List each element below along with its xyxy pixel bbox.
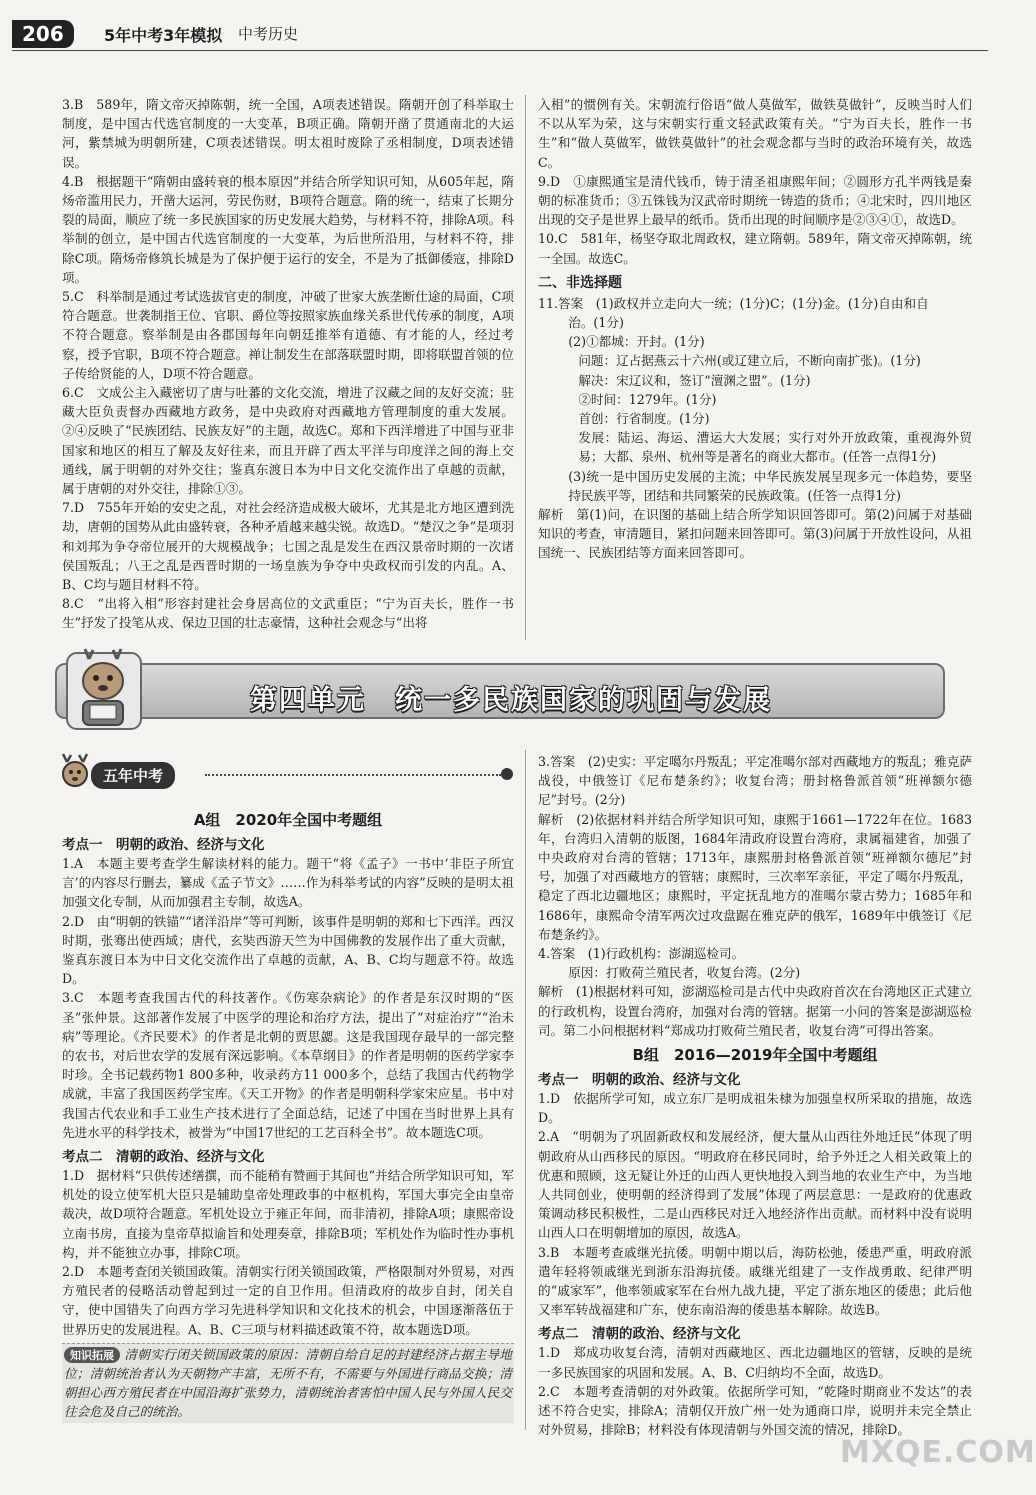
answer-11-line: 11.答案 (1)政权并立走向大一统；(1分)C；(1分)金。(1分)自由和自	[538, 295, 929, 311]
answer-10: 10.C 581年，杨坚夺取北周政权，建立隋朝。589年，隋文帝灭掉陈朝，统一全国。故选C。	[538, 231, 972, 266]
kp1-title: 考点一 明朝的政治、经济与文化	[62, 837, 265, 853]
group-b-title: B组 2016—2019年全国中考题组	[632, 1046, 878, 1065]
kp2-title: 考点二 清朝的政治、经济与文化	[62, 1149, 265, 1166]
section-tag-label: 五年中考	[91, 762, 175, 789]
bottom-left-column	[62, 805, 514, 1425]
b-kp2-title: 考点二 清朝的政治、经济与文化	[538, 1326, 741, 1343]
tip-label: 知识拓展	[64, 1347, 120, 1363]
answer-8: 8.C “出将入相”形容封建社会身居高位的文武重臣；“宁为百夫长，胜作一书生”抒发了投笔从戎、保边卫国的壮志豪情，这种社会观念与“出将	[62, 596, 514, 631]
deer-mascot-icon	[59, 645, 149, 735]
header-rule	[12, 50, 988, 51]
b-kp1-answer-3: 3.B 本题考查戚继光抗倭。明朝中期以后，海防松弛，倭患严重，明政府派遣年轻将领戚继光到浙东沿海抗倭。戚继光组建了一支作战勇敢、纪律严明的“戚家军”，他率领戚家军在台州九战九捷，平定了浙东地区的倭患；此后他又率军转战福建和广东，使东南沿海的倭患基本解除。故选B。	[538, 1244, 972, 1318]
top-left-column	[62, 95, 514, 640]
a-kp2-answer-1: 1.D 据材料“只供传述缮撰，而不能稍有赞画于其间也”并结合所学知识可知，军机处的设立使军机大臣只是辅助皇帝处理政事的中枢机构，军国大事完全由皇帝裁决，故D项符合题意。军机处设立于雍正年间，而非清初，排除A项；康熙帝设立南书房，直接为皇帝草拟谕旨和处理奏章，排除B项；军机处作为临时性办事机构，并不能独立办事，排除C项。	[62, 1168, 514, 1260]
answer-11-line: (3)统一是中国历史发展的主流；中华民族发展呈现多元一体趋势，要坚持民族平等，团结和共同繁荣的民族政策。(任答一点得1分)	[568, 468, 972, 503]
b-kp2-answer-1: 1.D 郑成功收复台湾，清朝对西藏地区、西北边疆地区的管辖，反映的是统一多民族国家的巩固和发展。A、B、C归纳均不全面，故选D。	[538, 1345, 972, 1380]
page-number: 206	[12, 20, 74, 48]
book-title: 5年中考3年模拟	[104, 26, 223, 45]
watermark: MXQE.COM	[840, 1435, 1036, 1470]
answer-4-text: 原因：打败荷兰殖民者，收复台湾。(2分)	[568, 965, 801, 981]
tag-dotted-rule	[205, 774, 501, 776]
answer-11-analysis: 解析 第(1)问，在识图的基础上结合所学知识回答即可。第(2)问属于对基础知识的考查，审清题目，紧扣问题来回答即可。第(3)问属于开放性设问，从祖国统一、民族团结等方面来回答即可。	[538, 507, 972, 561]
section-title: 二、非选择题	[538, 274, 622, 291]
answer-11-line: 首创：行省制度。(1分)	[578, 411, 710, 427]
group-a-title: A组 2020年全国中考题组	[193, 811, 383, 829]
answer-6: 6.C 文成公主入藏密切了唐与吐蕃的文化交流，增进了汉藏之间的友好交流；驻藏大臣负责督办西藏地方政务，是中央政府对西藏地方管理制度的重大发展。②④反映了“民族团结、民族友好”的主题，故选C。郑和下西洋增进了中国与亚非国家和地区的相互了解及友好往来，而且开辟了西太平洋与印度洋之间的海上交通线，属于明朝的对外交往；鉴真东渡日本为中日文化交流作出了卓越的贡献，属于唐朝的对外交往，排除①③。	[62, 385, 514, 497]
column-divider-bottom	[525, 750, 526, 1430]
page-header	[0, 0, 1000, 62]
answer-11-line: 发展：陆运、海运、漕运大大发展；实行对外开放政策，重视海外贸易；大都、泉州、杭州等是著名的商业大都市。(任答一点得1分)	[578, 430, 972, 465]
answer-11-line: 解决：宋辽议和，签订“澶渊之盟”。(1分)	[578, 372, 811, 388]
answer-11-line: 问题：辽占据燕云十六州(或辽建立后，不断向南扩张)。(1分)	[578, 353, 921, 369]
tag-end-dot	[501, 768, 513, 780]
answer-11-line: (2)①都城：开封。(1分)	[568, 334, 705, 350]
answer-4: 4.B 根据题干“隋朝由盛转衰的根本原因”并结合所学知识可知，从605年起，隋炀帝滥用民力，开凿大运河，劳民伤财，B项符合题意。隋的统一，结束了长期分裂的局面，顺应了统一多民族国家的历史发展大趋势，与材料不符，排除A项。科举制的创立，是中国古代选官制度的一大变革，为后世所沿用，与材料不符，排除C项。隋炀帝修筑长城是为了保护便于运行的安全，不是为了抵御倭寇，排除D项。	[62, 173, 514, 285]
a-kp1-answer-2: 2.D 由“明朝的铁锚”“诸洋沿岸”等可判断，该事件是明朝的郑和七下西洋。西汉时期，张骞出使西域；唐代，玄奘西游天竺为中国佛教的发展作出了重大贡献，鉴真东渡日本为中日文化交流作出了卓越的贡献，A、B、C均与题意不符。故选D。	[62, 913, 514, 987]
answer-9: 9.D ①康熙通宝是清代钱币，铸于清圣祖康熙年间；②圆形方孔半两钱是秦朝的标准货币；③五铢钱为汉武帝时期统一铸造的货币；④北宋时，四川地区出现的交子是世界上最早的纸币。货币出现的时间顺序是②③④①，故选D。	[538, 173, 972, 228]
a-kp1-answer-1: 1.A 本题主要考查学生解读材料的能力。题干“将《孟子》一书中‘非臣子所宜言’的内容尽行删去，纂成《孟子节文》……作为科举考试的内容”反映的是明太祖加强文化专制，从而加强君主专制，故选A。	[62, 856, 514, 910]
subject-label: 中考历史	[238, 25, 299, 43]
column-divider-top	[525, 95, 526, 640]
b-kp1-answer-1: 1.D 依据所学可知，成立东厂是明成祖朱棣为加强皇权所采取的措施，故选D。	[538, 1091, 972, 1126]
knowledge-tip-box	[62, 1343, 514, 1423]
a-kp2-answer-2: 2.D 本题考查闭关锁国政策。清朝实行闭关锁国政策，严格限制对外贸易，对西方殖民者的侵略活动曾起到过一定的自卫作用。但清政府的故步自封，闭关自守，使中国错失了向西方学习先进科学知识和文化技术的机会，中国逐渐落伍于世界历史的发展进程。A、B、C三项与材料描述政策不符，故本题选D项。	[62, 1264, 514, 1337]
section-tag	[55, 752, 515, 792]
answer-3: 3.B 589年，隋文帝灭掉陈朝，统一全国，A项表述错误。隋朝开创了科举取士制度，是中国古代选官制度的一大变革，B项正确。隋朝开凿了贯通南北的大运河，紫禁城为明朝所建，C项表述错误。明太祖时废除了丞相制度，D项表述错误。	[62, 97, 514, 170]
answer-3-text: 3.答案 (2)史实：平定噶尔丹叛乱；平定准噶尔部对西藏地方的叛乱；雅克萨战役，中俄签订《尼布楚条约》；收复台湾；册封格鲁派首领“班禅额尔德尼”封号。(2分)	[538, 754, 972, 808]
answer-4-text: 4.答案 (1)行政机构：澎湖巡检司。	[538, 946, 745, 962]
tip-text: 清朝实行闭关锁国政策的原因：清朝自给自足的封建经济占据主导地位；清朝统治者认为天朝物产丰富，无所不有，不需要与外国进行商品交换；清朝担心西方殖民者在中国沿海扩张势力，清朝统治者害怕中国人民与外国人民交往会危及自己的统治。	[64, 1346, 512, 1420]
answer-4-analysis: 解析 (1)根据材料可知，澎湖巡检司是古代中央政府首次在台湾地区正式建立的行政机构，设置台湾府，加强对台湾的管辖。据第一小问的答案是澎湖巡检司。第二小问根据材料“郑成功打败荷兰殖民者，收复台湾”可得出答案。	[538, 984, 972, 1038]
b-kp1-title: 考点一 明朝的政治、经济与文化	[538, 1072, 741, 1089]
answer-7: 7.D 755年开始的安史之乱，对社会经济造成极大破坏，尤其是北方地区遭到洗劫，唐朝的国势从此由盛转衰，各种矛盾越来越尖锐。故选D。“楚汉之争”是项羽和刘邦为争夺帝位展开的大规模战争；七国之乱是发生在西汉景帝时期的一次诸侯国叛乱；八王之乱是西晋时期的一场皇族为争夺中央政权而引发的内乱。A、B、C均与题目材料不符。	[62, 500, 514, 593]
answer-11-line: ②时间：1279年。(1分)	[578, 391, 717, 407]
top-right-column	[538, 95, 972, 640]
answer-11-line: 治。(1分)	[568, 315, 624, 331]
unit-banner	[55, 645, 945, 735]
bottom-right-column	[538, 752, 972, 1438]
answer-3-analysis: 解析 (2)依据材料并结合所学知识可知，康熙于1661—1722年在位。1683年，台湾归入清朝的版图，1684年清政府设置台湾府，隶属福建省，加强了中央政府对台湾的管辖；1713年，康熙册封格鲁派首领“班禅额尔德尼”封号，加强了对西藏地方的管辖；康熙时，三次率军亲征，平定了噶尔丹叛乱，稳定了西北边疆地区；康熙时，平定抚乱地方的准噶尔蒙古势力；1685年和1686年，康熙命令清军两次过攻盘踞在雅克萨的俄军，1689年中俄签订《尼布楚条约》。	[538, 811, 972, 942]
deer-head-icon	[55, 752, 95, 792]
a-kp1-answer-3: 3.C 本题考查我国古代的科技著作。《伤寒杂病论》的作者是东汉时期的“医圣”张仲景。这部著作发展了中医学的理论和治疗方法，提出了“对症治疗”“治未病”等理论。《齐民要术》的作者是北朝的贾思勰。这是我国现存最早的一部完整的农书，对后世农学的发展有深远影响。《本草纲目》的作者是明朝的医药学家李时珍。全书记载药物1 800多种，收录药方11 000多个，总结了我国古代药物学成就，丰富了我国医药学宝库。《天工开物》的作者是明朝科学家宋应星。书中对我国古代农业和手工业生产技术进行了全面总结，记述了中国在当时世界上具有先进水平的科学技术，被誉为“中国17世纪的工艺百科全书”。故本题选C项。	[62, 990, 514, 1140]
answer-5: 5.C 科举制是通过考试选拔官吏的制度，冲破了世家大族垄断仕途的局面，C项符合题意。世袭制指王位、官职、爵位等按照家族血缘关系世代传承的制度，A项不符合题意。察举制是由各郡国每年向朝廷推举有道德、有才能的人，经过考察，授予官职，B项不符合题意。禅让制发生在部落联盟时期，即将联盟首领的位子传给贤能的人，D项不符合题意。	[62, 289, 514, 381]
b-kp1-answer-2: 2.A “明朝为了巩固新政权和发展经济，便大量从山西往外地迁民”体现了明朝政府从山西移民的原因。“明政府在移民同时，给予外迁之人相关政策上的优惠和照顾，这无疑让外迁的山西人更快地投入到当地的农业生产中，为当地人共同创业，使明朝的经济得到了发展”体现了两层意思：一是政府的优惠政策调动移民积极性，二是山西移民对迁入地经济作出贡献。而材料中没有说明山西人口在明朝增加的原因，故选A。	[538, 1129, 972, 1241]
unit-title: 第四单元 统一多民族国家的巩固与发展	[250, 685, 772, 716]
answer-8-cont: 入相”的惯例有关。宋朝流行俗语“做人莫做军，做铁莫做针”，反映当时人们不以从军为荣，这与宋朝实行重文轻武政策有关。“宁为百夫长，胜作一书生”和“做人莫做军，做铁莫做针”的社会观念都与当时的政治环境有关，故选C。	[538, 97, 972, 170]
b-kp2-answer-2: 2.C 本题考查清朝的对外政策。依据所学可知，“乾隆时期商业不发达”的表述不符合史实，排除A；清朝仅开放广州一处为通商口岸，说明并未完全禁止对外贸易，排除B；材料没有体现清朝与外国交流的情况，排除D。	[538, 1383, 972, 1438]
